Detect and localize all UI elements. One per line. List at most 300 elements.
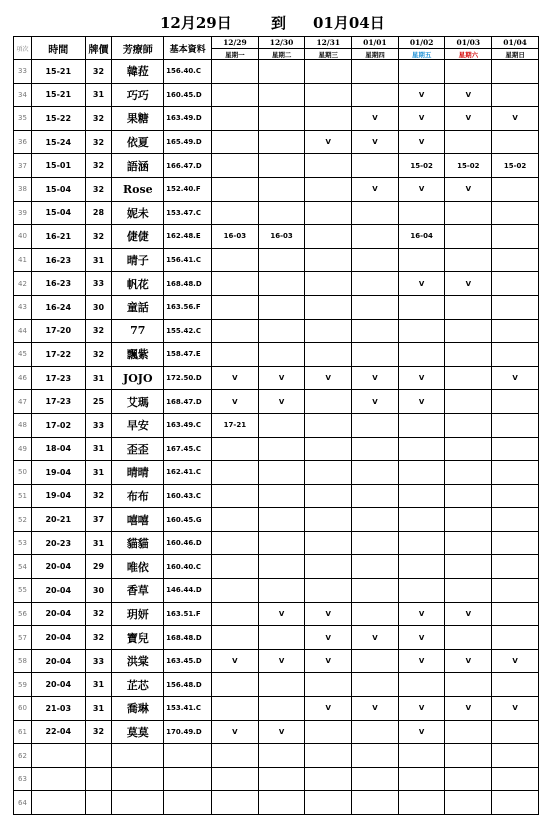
row-day-cell (445, 626, 492, 650)
row-index: 33 (14, 60, 32, 84)
row-time: 20-21 (31, 508, 85, 532)
row-day-cell (398, 413, 445, 437)
row-day-cell: V (212, 366, 259, 390)
header-time: 時間 (31, 37, 85, 60)
row-day-cell (258, 177, 305, 201)
row-day-cell (258, 130, 305, 154)
row-day-cell (445, 767, 492, 791)
row-day-cell (398, 579, 445, 603)
row-day-cell: V (398, 602, 445, 626)
row-time: 20-04 (31, 673, 85, 697)
row-day-cell: V (398, 177, 445, 201)
row-day-cell (445, 60, 492, 84)
row-day-cell (492, 744, 539, 768)
row-day-cell (492, 791, 539, 815)
row-day-cell (445, 531, 492, 555)
row-day-cell (445, 484, 492, 508)
table-row (14, 461, 539, 485)
row-day-cell (492, 177, 539, 201)
table-row (14, 366, 539, 390)
table-row (14, 791, 539, 815)
row-day-cell (492, 579, 539, 603)
schedule-table (13, 36, 539, 815)
table-row (14, 343, 539, 367)
row-day-cell (352, 437, 399, 461)
row-therapist-name: 洪棠 (112, 649, 164, 673)
row-day-cell: V (258, 602, 305, 626)
row-day-cell (398, 248, 445, 272)
row-day-cell (305, 767, 352, 791)
row-day-cell (492, 248, 539, 272)
row-basic-info: 166.47.D (164, 154, 212, 178)
row-price: 32 (85, 225, 112, 249)
row-day-cell (305, 673, 352, 697)
row-therapist-name: 寶兒 (112, 626, 164, 650)
row-day-cell (258, 343, 305, 367)
row-therapist-name: 貓貓 (112, 531, 164, 555)
row-therapist-name: 香草 (112, 579, 164, 603)
row-day-cell: V (398, 390, 445, 414)
row-day-cell (212, 461, 259, 485)
row-day-cell (352, 60, 399, 84)
row-day-cell: V (492, 649, 539, 673)
row-basic-info (164, 791, 212, 815)
row-day-cell (352, 767, 399, 791)
row-day-cell (398, 484, 445, 508)
header-date: 01/04 (492, 37, 539, 49)
row-index: 37 (14, 154, 32, 178)
row-index: 59 (14, 673, 32, 697)
row-day-cell (258, 531, 305, 555)
row-day-cell (492, 767, 539, 791)
table-row (14, 177, 539, 201)
row-day-cell: V (352, 107, 399, 131)
row-day-cell (445, 343, 492, 367)
row-index: 38 (14, 177, 32, 201)
table-row (14, 83, 539, 107)
row-day-cell (492, 413, 539, 437)
table-row (14, 626, 539, 650)
row-day-cell (352, 319, 399, 343)
row-time: 20-04 (31, 602, 85, 626)
table-row (14, 579, 539, 603)
row-basic-info: 163.49.D (164, 107, 212, 131)
row-therapist-name: 果糖 (112, 107, 164, 131)
row-day-cell: 17-21 (212, 413, 259, 437)
row-day-cell (492, 343, 539, 367)
row-therapist-name (112, 744, 164, 768)
row-day-cell: V (445, 272, 492, 296)
row-time: 16-23 (31, 272, 85, 296)
row-day-cell: V (398, 272, 445, 296)
row-index: 60 (14, 697, 32, 721)
row-day-cell (352, 83, 399, 107)
row-day-cell (305, 201, 352, 225)
row-day-cell (212, 248, 259, 272)
row-time: 17-20 (31, 319, 85, 343)
row-day-cell (212, 484, 259, 508)
row-day-cell (212, 791, 259, 815)
row-day-cell: V (398, 649, 445, 673)
row-day-cell (258, 461, 305, 485)
row-day-cell (305, 107, 352, 131)
row-day-cell (212, 130, 259, 154)
table-row (14, 154, 539, 178)
row-basic-info: 160.43.C (164, 484, 212, 508)
row-basic-info: 162.41.C (164, 461, 212, 485)
row-day-cell (492, 720, 539, 744)
row-day-cell (492, 225, 539, 249)
row-therapist-name: 依夏 (112, 130, 164, 154)
row-index: 54 (14, 555, 32, 579)
row-day-cell: V (212, 720, 259, 744)
row-day-cell (212, 673, 259, 697)
row-therapist-name: 帆花 (112, 272, 164, 296)
row-day-cell: V (492, 107, 539, 131)
row-day-cell (305, 791, 352, 815)
row-index: 63 (14, 767, 32, 791)
row-day-cell (305, 60, 352, 84)
row-basic-info: 168.47.D (164, 390, 212, 414)
row-basic-info: 156.48.D (164, 673, 212, 697)
row-day-cell (258, 626, 305, 650)
row-price: 33 (85, 272, 112, 296)
row-day-cell: V (398, 720, 445, 744)
row-day-cell (258, 508, 305, 532)
row-time: 20-23 (31, 531, 85, 555)
row-day-cell (492, 390, 539, 414)
row-day-cell: 15-02 (398, 154, 445, 178)
row-day-cell (305, 437, 352, 461)
row-day-cell (492, 201, 539, 225)
row-day-cell (258, 767, 305, 791)
row-day-cell (352, 720, 399, 744)
row-day-cell (398, 791, 445, 815)
row-index: 40 (14, 225, 32, 249)
header-date: 01/02 (398, 37, 445, 49)
row-day-cell (352, 201, 399, 225)
row-day-cell: V (398, 626, 445, 650)
row-day-cell: 15-02 (492, 154, 539, 178)
header-date: 12/29 (212, 37, 259, 49)
row-therapist-name: 唯依 (112, 555, 164, 579)
row-day-cell (492, 319, 539, 343)
row-day-cell (212, 343, 259, 367)
row-day-cell: V (305, 697, 352, 721)
row-therapist-name: 喬琳 (112, 697, 164, 721)
row-price (85, 744, 112, 768)
table-row (14, 201, 539, 225)
row-day-cell (305, 225, 352, 249)
row-day-cell (212, 272, 259, 296)
row-day-cell: V (398, 697, 445, 721)
row-day-cell (398, 673, 445, 697)
row-index: 64 (14, 791, 32, 815)
row-time: 18-04 (31, 437, 85, 461)
row-day-cell: 15-02 (445, 154, 492, 178)
row-day-cell (305, 720, 352, 744)
table-row (14, 319, 539, 343)
header-weekday: 星期三 (305, 49, 352, 60)
row-day-cell (352, 154, 399, 178)
row-day-cell (492, 484, 539, 508)
row-day-cell: V (305, 130, 352, 154)
row-day-cell: V (445, 649, 492, 673)
row-day-cell: 16-04 (398, 225, 445, 249)
header-weekday: 星期一 (212, 49, 259, 60)
row-day-cell (492, 130, 539, 154)
row-day-cell (352, 248, 399, 272)
row-day-cell: V (352, 626, 399, 650)
row-day-cell: V (258, 720, 305, 744)
row-day-cell (445, 579, 492, 603)
row-day-cell (492, 60, 539, 84)
row-day-cell (352, 295, 399, 319)
row-therapist-name: 玥妍 (112, 602, 164, 626)
row-day-cell (212, 107, 259, 131)
row-day-cell: V (445, 107, 492, 131)
row-day-cell (445, 248, 492, 272)
row-day-cell: V (212, 649, 259, 673)
row-index: 53 (14, 531, 32, 555)
row-day-cell (352, 413, 399, 437)
row-day-cell (258, 697, 305, 721)
row-price: 31 (85, 697, 112, 721)
row-time: 19-04 (31, 484, 85, 508)
row-index: 34 (14, 83, 32, 107)
row-index: 46 (14, 366, 32, 390)
row-price: 33 (85, 649, 112, 673)
row-day-cell: V (305, 602, 352, 626)
row-basic-info: 163.56.F (164, 295, 212, 319)
row-day-cell (445, 390, 492, 414)
row-day-cell (258, 107, 305, 131)
row-day-cell (305, 390, 352, 414)
row-day-cell: V (398, 366, 445, 390)
title-end-date: 01月04日 (313, 14, 385, 32)
title-to: 到 (271, 14, 287, 32)
row-therapist-name (112, 791, 164, 815)
row-basic-info: 160.46.D (164, 531, 212, 555)
table-row (14, 413, 539, 437)
header-date: 12/31 (305, 37, 352, 49)
row-therapist-name: 巧巧 (112, 83, 164, 107)
schedule-title (0, 10, 539, 32)
row-price: 32 (85, 720, 112, 744)
row-index: 57 (14, 626, 32, 650)
header-date: 12/30 (258, 37, 305, 49)
row-basic-info: 165.49.D (164, 130, 212, 154)
table-row (14, 107, 539, 131)
row-price: 33 (85, 413, 112, 437)
table-row (14, 531, 539, 555)
table-row (14, 484, 539, 508)
row-day-cell (352, 484, 399, 508)
row-day-cell: V (352, 366, 399, 390)
row-day-cell (305, 295, 352, 319)
header-therapist: 芳療師 (112, 37, 164, 60)
row-price: 32 (85, 60, 112, 84)
row-day-cell (352, 461, 399, 485)
row-time (31, 791, 85, 815)
row-time: 16-21 (31, 225, 85, 249)
row-therapist-name: 艾瑪 (112, 390, 164, 414)
row-day-cell (305, 272, 352, 296)
row-basic-info: 153.41.C (164, 697, 212, 721)
row-therapist-name: 莫莫 (112, 720, 164, 744)
row-therapist-name: 早安 (112, 413, 164, 437)
row-day-cell (398, 319, 445, 343)
row-day-cell (352, 555, 399, 579)
row-basic-info: 168.48.D (164, 626, 212, 650)
row-time: 17-22 (31, 343, 85, 367)
header-info: 基本資料 (164, 37, 212, 60)
row-day-cell (398, 767, 445, 791)
row-day-cell (445, 319, 492, 343)
row-day-cell (492, 602, 539, 626)
row-day-cell: V (492, 697, 539, 721)
row-day-cell: V (258, 390, 305, 414)
row-therapist-name: 晴子 (112, 248, 164, 272)
row-index: 51 (14, 484, 32, 508)
row-day-cell (212, 555, 259, 579)
table-row (14, 272, 539, 296)
row-therapist-name: 妮未 (112, 201, 164, 225)
row-day-cell: V (445, 602, 492, 626)
row-basic-info (164, 767, 212, 791)
row-day-cell (305, 154, 352, 178)
row-time: 15-04 (31, 177, 85, 201)
row-day-cell (445, 201, 492, 225)
row-day-cell (352, 225, 399, 249)
row-day-cell (352, 579, 399, 603)
row-day-cell (492, 508, 539, 532)
row-day-cell (398, 744, 445, 768)
table-row (14, 649, 539, 673)
row-price (85, 767, 112, 791)
header-weekday: 星期四 (352, 49, 399, 60)
row-basic-info: 163.51.F (164, 602, 212, 626)
row-price: 37 (85, 508, 112, 532)
row-day-cell: V (305, 626, 352, 650)
table-row (14, 225, 539, 249)
row-day-cell (445, 555, 492, 579)
row-day-cell (258, 744, 305, 768)
row-day-cell (258, 60, 305, 84)
row-day-cell (445, 461, 492, 485)
row-day-cell (305, 531, 352, 555)
row-time: 20-04 (31, 626, 85, 650)
row-index: 52 (14, 508, 32, 532)
row-index: 49 (14, 437, 32, 461)
row-price: 28 (85, 201, 112, 225)
row-day-cell (212, 177, 259, 201)
row-day-cell: V (352, 177, 399, 201)
row-day-cell (212, 437, 259, 461)
row-basic-info: 167.45.C (164, 437, 212, 461)
row-day-cell: V (305, 649, 352, 673)
row-basic-info: 160.45.G (164, 508, 212, 532)
row-day-cell (445, 437, 492, 461)
row-day-cell (398, 508, 445, 532)
row-price: 32 (85, 130, 112, 154)
row-index: 58 (14, 649, 32, 673)
row-price: 32 (85, 602, 112, 626)
row-day-cell: 16-03 (258, 225, 305, 249)
row-index: 42 (14, 272, 32, 296)
table-row (14, 295, 539, 319)
row-day-cell (492, 295, 539, 319)
row-day-cell: V (352, 390, 399, 414)
row-day-cell (258, 673, 305, 697)
row-price: 31 (85, 531, 112, 555)
row-index: 55 (14, 579, 32, 603)
row-price: 32 (85, 154, 112, 178)
row-therapist-name: 布布 (112, 484, 164, 508)
row-index: 36 (14, 130, 32, 154)
row-therapist-name: JOJO (112, 366, 164, 390)
row-day-cell (212, 201, 259, 225)
row-therapist-name: 晴晴 (112, 461, 164, 485)
row-day-cell (305, 343, 352, 367)
row-price: 30 (85, 295, 112, 319)
row-time: 20-04 (31, 649, 85, 673)
row-therapist-name: 飄紫 (112, 343, 164, 367)
row-day-cell (352, 508, 399, 532)
row-day-cell (352, 272, 399, 296)
row-day-cell (398, 201, 445, 225)
row-day-cell (258, 295, 305, 319)
table-row (14, 390, 539, 414)
row-day-cell (212, 697, 259, 721)
title-start-date: 12月29日 (160, 14, 232, 32)
row-day-cell (492, 83, 539, 107)
row-index: 61 (14, 720, 32, 744)
row-basic-info (164, 744, 212, 768)
table-row (14, 744, 539, 768)
row-day-cell (212, 626, 259, 650)
table-row (14, 602, 539, 626)
row-day-cell (492, 626, 539, 650)
row-day-cell (305, 319, 352, 343)
row-price: 29 (85, 555, 112, 579)
row-day-cell (398, 60, 445, 84)
row-day-cell (445, 295, 492, 319)
row-index: 45 (14, 343, 32, 367)
row-index: 41 (14, 248, 32, 272)
row-day-cell (445, 673, 492, 697)
schedule-body (14, 60, 539, 815)
row-index: 50 (14, 461, 32, 485)
row-day-cell: V (352, 697, 399, 721)
row-time (31, 744, 85, 768)
row-day-cell (492, 461, 539, 485)
header-date: 01/03 (445, 37, 492, 49)
row-day-cell (305, 508, 352, 532)
row-basic-info: 170.49.D (164, 720, 212, 744)
row-day-cell (352, 744, 399, 768)
row-time (31, 767, 85, 791)
table-row (14, 697, 539, 721)
row-basic-info: 168.48.D (164, 272, 212, 296)
row-day-cell (258, 154, 305, 178)
row-time: 15-04 (31, 201, 85, 225)
row-day-cell (398, 295, 445, 319)
row-day-cell (398, 531, 445, 555)
table-row (14, 248, 539, 272)
row-day-cell (305, 461, 352, 485)
row-day-cell: V (398, 130, 445, 154)
